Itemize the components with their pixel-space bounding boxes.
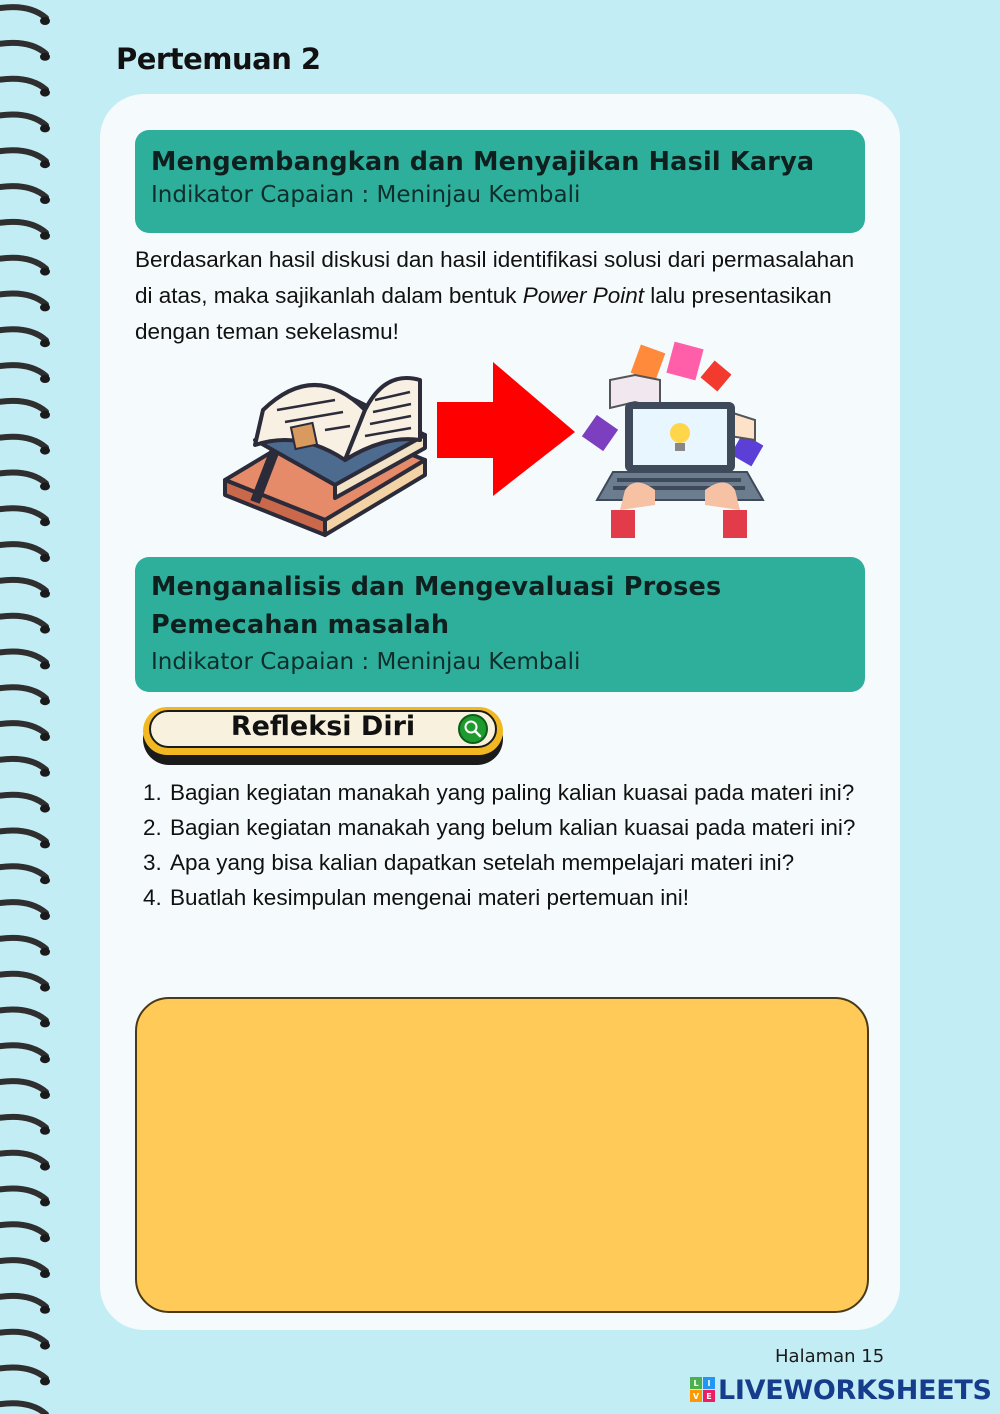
spiral-ring xyxy=(0,43,50,61)
spiral-ring xyxy=(0,687,50,705)
list-item xyxy=(143,845,883,880)
search-icon xyxy=(457,713,489,745)
spiral-ring xyxy=(0,1403,50,1414)
spiral-ring xyxy=(0,1224,50,1242)
spiral-ring xyxy=(0,723,50,741)
logo-letter: E xyxy=(706,1392,712,1401)
section-banner-analyze xyxy=(135,557,865,692)
spiral-ring xyxy=(0,795,50,813)
spiral-ring xyxy=(0,1296,50,1314)
spiral-ring xyxy=(0,580,50,598)
spiral-ring xyxy=(0,616,50,634)
section-indicator: Indikator Capaian : Meninjau Kembali xyxy=(151,182,581,208)
spiral-ring xyxy=(0,7,50,25)
spiral-ring xyxy=(0,1010,50,1028)
section-banner-develop xyxy=(135,130,865,233)
spiral-ring xyxy=(0,759,50,777)
spiral-ring xyxy=(0,1045,50,1063)
list-number: 1. xyxy=(143,780,162,805)
spiral-ring xyxy=(0,294,50,312)
spiral-ring xyxy=(0,974,50,992)
spiral-ring xyxy=(0,508,50,526)
spiral-ring xyxy=(0,1081,50,1099)
page-title: Pertemuan 2 xyxy=(116,42,321,76)
section-title: Mengembangkan dan Menyajikan Hasil Karya xyxy=(151,147,815,177)
question-text: Bagian kegiatan manakah yang paling kalian kuasai pada materi ini? xyxy=(170,780,855,805)
spiral-ring xyxy=(0,186,50,204)
question-text: Bagian kegiatan manakah yang belum kalian kuasai pada materi ini? xyxy=(170,815,856,840)
spiral-ring xyxy=(0,437,50,455)
question-text: Apa yang bisa kalian dapatkan setelah mempelajari materi ini? xyxy=(170,850,795,875)
liveworksheets-brand xyxy=(690,1374,992,1406)
liveworksheets-logo-icon xyxy=(690,1377,716,1403)
spiral-ring xyxy=(0,79,50,97)
spiral-ring xyxy=(0,222,50,240)
instruction-text-end: lalu presentasikan dengan teman sekelasmu! xyxy=(135,283,832,344)
logo-letter: L xyxy=(693,1379,699,1388)
reflection-header xyxy=(143,707,503,765)
instruction-text: Berdasarkan hasil diskusi dan hasil identifikasi solusi dari permasalahan di atas, maka sajikanlah dalam bentuk xyxy=(135,247,855,308)
spiral-ring xyxy=(0,115,50,133)
spiral-ring xyxy=(0,1368,50,1386)
spiral-ring xyxy=(0,652,50,670)
list-number: 2. xyxy=(143,815,162,840)
spiral-ring xyxy=(0,258,50,276)
instruction-paragraph xyxy=(135,242,855,350)
list-number: 3. xyxy=(143,850,162,875)
reflection-questions xyxy=(143,775,883,915)
spiral-binding xyxy=(0,0,60,1414)
question-text: Buatlah kesimpulan mengenai materi pertemuan ini! xyxy=(170,885,690,910)
logo-letter: V xyxy=(692,1392,700,1401)
answer-textarea[interactable] xyxy=(135,997,869,1313)
list-item xyxy=(143,775,883,810)
section-title-line-1: Menganalisis dan Mengevaluasi Proses xyxy=(151,572,722,602)
spiral-ring xyxy=(0,329,50,347)
spiral-ring xyxy=(0,1260,50,1278)
spiral-ring xyxy=(0,473,50,491)
spiral-ring xyxy=(0,1332,50,1350)
list-number: 4. xyxy=(143,885,162,910)
spiral-ring xyxy=(0,866,50,884)
section-title-line-2: Pemecahan masalah xyxy=(151,610,450,640)
spiral-ring xyxy=(0,150,50,168)
spiral-ring xyxy=(0,1189,50,1207)
books-illustration xyxy=(225,378,425,535)
page-number: Halaman 15 xyxy=(775,1346,885,1367)
spiral-ring xyxy=(0,365,50,383)
spiral-ring xyxy=(0,401,50,419)
logo-letter: I xyxy=(707,1379,711,1388)
illustration xyxy=(215,340,785,540)
spiral-ring xyxy=(0,938,50,956)
spiral-ring xyxy=(0,544,50,562)
spiral-ring xyxy=(0,902,50,920)
spiral-ring xyxy=(0,1153,50,1171)
list-item xyxy=(143,880,883,915)
spiral-ring xyxy=(0,831,50,849)
reflection-label: Refleksi Diri xyxy=(230,711,416,742)
instruction-emphasis: Power Point xyxy=(522,283,645,308)
list-item xyxy=(143,810,883,845)
brand-name: LIVEWORKSHEETS xyxy=(718,1374,992,1406)
laptop-illustration xyxy=(582,342,763,538)
spiral-ring xyxy=(0,1117,50,1135)
arrow-icon xyxy=(437,362,575,496)
section-indicator: Indikator Capaian : Meninjau Kembali xyxy=(151,649,581,675)
